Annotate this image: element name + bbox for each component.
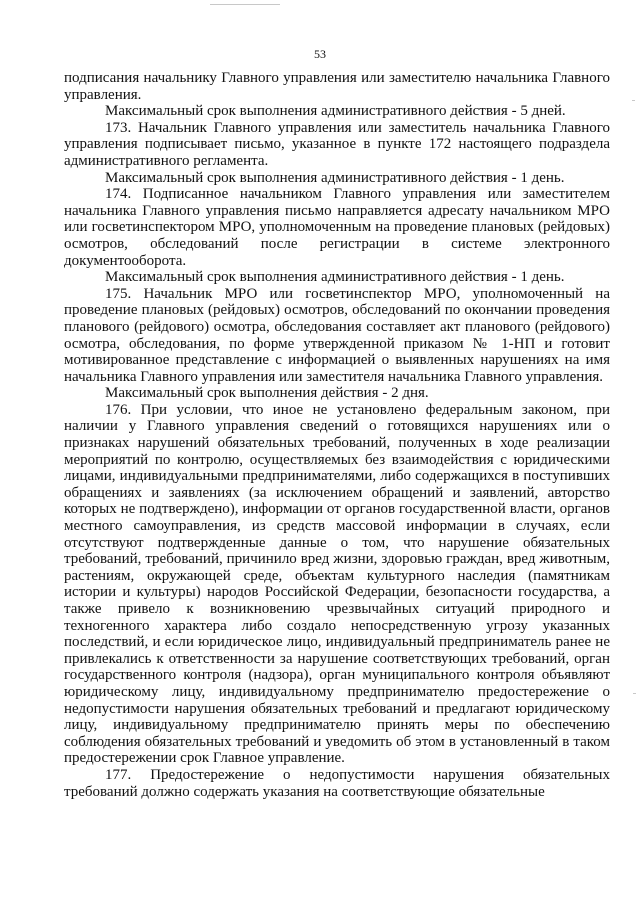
paragraph-175: 175. Начальник МРО или госветинспектор МРО, уполномоченный на проведение плановых (рейдовых) осмотров, обследований по окончании проведения планового (рейдового) осмотра, обследования составляет акт планового (рейдового) осмотра, обследования, по форме утвержденной приказом № 1-НП и готовит мотивированное представление с информацией о выявленных нарушениях на имя начальника Главного управления или заместителя начальника Главного управления. xyxy=(64,285,610,385)
paragraph-continuation: подписания начальнику Главного управления или заместителю начальника Главного управления. xyxy=(64,70,610,103)
paragraph-173: 173. Начальник Главного управления или заместитель начальника Главного управления подписывает письмо, указанное в пункте 172 настоящего подраздела административного регламента. xyxy=(64,119,610,169)
paragraph-deadline-1-day-a: Максимальный срок выполнения административного действия - 1 день. xyxy=(105,169,565,186)
body-text xyxy=(64,70,610,800)
page-number: 53 xyxy=(314,47,326,61)
scan-artifact-right-1 xyxy=(632,100,635,101)
paragraph-deadline-1-day-b: Максимальный срок выполнения административного действия - 1 день. xyxy=(105,269,565,286)
paragraph-deadline-2-days: Максимальный срок выполнения действия - 2 дня. xyxy=(105,385,429,402)
paragraph-174: 174. Подписанное начальником Главного управления или заместителем начальника Главного управления письмо направляется адресату начальником МРО или госветинспектором МРО, уполномоченным на проведение плановых (рейдовых) осмотров, обследований после регистрации в системе электронного документооборота. xyxy=(64,186,610,269)
paragraph-176: 176. При условии, что иное не установлено федеральным законом, при наличии у Главного управления сведений о готовящихся нарушениях или о признаках нарушений обязательных требований, полученных в ходе реализации мероприятий по контролю, осуществляемых без взаимодействия с юридическими лицами, индивидуальными предпринимателями, либо содержащихся в поступивших обращениях и заявлениях (за исключением обращений и заявлений, авторство которых не подтверждено), информации от органов государственной власти, органов местного самоуправления, из средств массовой информации в случаях, если отсутствуют подтвержденные данные о том, что нарушение обязательных требований, требований, причинило вред жизни, здоровью граждан, вред животным, растениям, окружающей среде, объектам культурного наследия (памятникам истории и культуры) народов Российской Федерации, безопасности государства, а также привело к возникновению чрезвычайных ситуаций природного и техногенного характера либо создало непосредственную угрозу указанных последствий, и если юридическое лицо, индивидуальный предприниматель ранее не привлекались к ответственности за нарушение соответствующих требований, орган государственного контроля (надзора), орган муниципального контроля объявляют юридическому лицу, индивидуальному предпринимателю предостережение о недопустимости нарушения обязательных требований и предлагают юридическому лицу, индивидуальному предпринимателю принять меры по обеспечению соблюдения обязательных требований и уведомить об этом в установленный в таком предостережении срок Главное управление. xyxy=(64,401,610,767)
paragraph-deadline-5-days: Максимальный срок выполнения административного действия - 5 дней. xyxy=(105,103,566,120)
scan-artifact-top xyxy=(210,4,280,5)
paragraph-177: 177. Предостережение о недопустимости нарушения обязательных требований должно содержать указания на соответствующие обязательные xyxy=(64,766,610,800)
scan-artifact-right-2 xyxy=(633,693,636,694)
